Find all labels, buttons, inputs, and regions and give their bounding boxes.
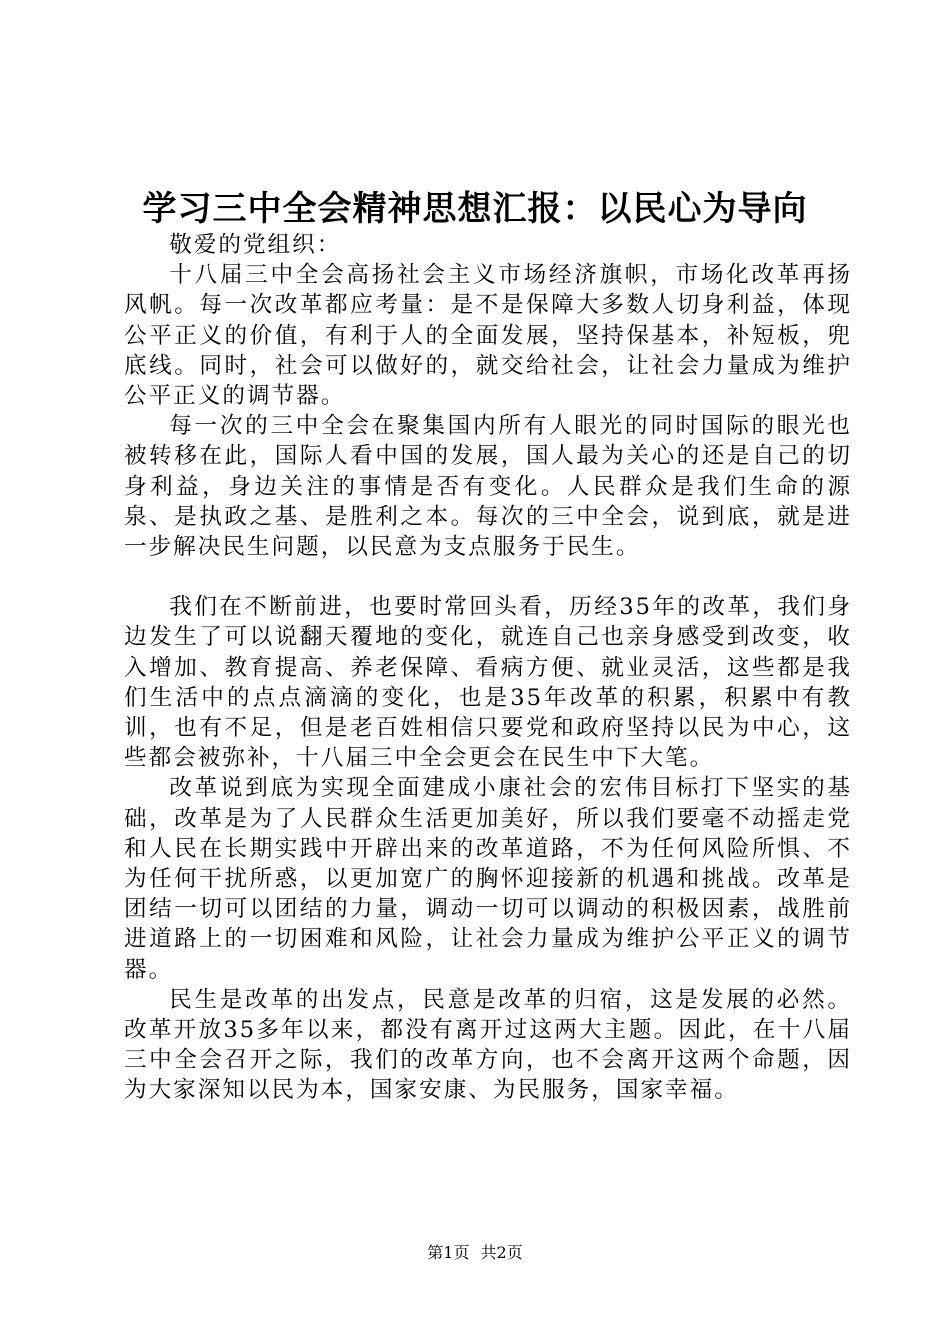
paragraph-3: 我们在不断前进，也要时常回头看，历经35年的改革，我们身边发生了可以说翻天覆地的变化，就连自己也亲身感受到改变，收入增加、教育提高、养老保障、看病方便、就业灵活，这些都是我们生活中的点点滴滴的变化，也是35年改革的积累，积累中有教训，也有不足，但是老百姓相信只要党和政府坚持以民为中心，这些都会被弥补，十八届三中全会更会在民生中下大笔。	[124, 594, 852, 772]
paragraph-4: 改革说到底为实现全面建成小康社会的宏伟目标打下坚实的基础，改革是为了人民群众生活更加美好，所以我们要毫不动摇走党和人民在长期实践中开辟出来的改革道路，不为任何风险所惧、不为任何干扰所惑，以更加宽广的胸怀迎接新的机遇和挑战。改革是团结一切可以团结的力量，调动一切可以调动的积极因素，战胜前进道路上的一切困难和风险，让社会力量成为维护公平正义的调节器。	[124, 775, 852, 983]
document-title: 学习三中全会精神思想汇报：以民心为导向	[142, 189, 808, 229]
paragraph-spacer	[124, 562, 852, 592]
page-number: 第1页	[427, 1243, 470, 1262]
paragraph-2: 每一次的三中全会在聚集国内所有人眼光的同时国际的眼光也被转移在此，国际人看中国的发展，国人最为关心的还是自己的切身利益，身边关注的事情是否有变化。人民群众是我们生命的源泉、是执政之基、是胜利之本。每次的三中全会，说到底，就是进一步解决民生问题，以民意为支点服务于民生。	[124, 413, 852, 561]
paragraph-5: 民生是改革的出发点，民意是改革的归宿，这是发展的必然。改革开放35多年以来，都没有离开过这两大主题。因此，在十八届三中全会召开之际，我们的改革方向，也不会离开这两个命题，因为大家深知以民为本，国家安康、为民服务，国家幸福。	[124, 986, 852, 1104]
page-footer	[0, 1242, 950, 1264]
paragraph-1: 十八届三中全会高扬社会主义市场经济旗帜，市场化改革再扬风帆。每一次改革都应考量：是不是保障大多数人切身利益，体现公平正义的价值，有利于人的全面发展，坚持保基本，补短板，兜底线。同时，社会可以做好的，就交给社会，让社会力量成为维护公平正义的调节器。	[124, 262, 852, 410]
document-body	[124, 230, 852, 1106]
page-total: 共2页	[480, 1243, 523, 1262]
salutation: 敬爱的党组织：	[169, 232, 342, 258]
